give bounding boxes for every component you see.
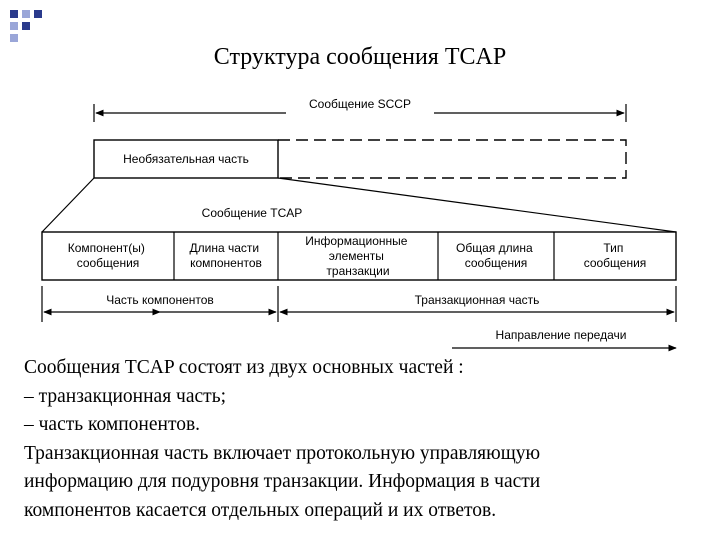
body-line: Транзакционная часть включает протокольную управляющую [24,442,541,464]
cell-total-length: Общая длина сообщения [456,241,533,270]
cell-component-messages: Компонент(ы) сообщения [67,241,145,270]
cell-transaction-info-elements: Информационные элементы транзакции [305,234,408,278]
sccp-label: Сообщение SCCP [309,97,411,111]
body-text [24,354,704,525]
tcap-label: Сообщение TCAP [201,206,303,220]
body-line: – транзакционная часть; [24,385,226,407]
body-line: – часть компонентов. [24,414,201,435]
transaction-part-label: Транзакционная часть [414,293,540,307]
body-line: компонентов касается отдельных операций и их ответов. [24,499,497,521]
slide-title: Структура сообщения TCAP [213,44,507,70]
expansion-line-right [278,178,676,232]
optional-part-label: Необязательная часть [123,152,249,166]
cell-message-type: Тип сообщения [583,241,647,270]
sccp-dashed-outline [278,140,626,178]
expansion-line-left [42,178,94,232]
components-part-label: Часть компонентов [106,293,214,307]
direction-label: Направление передачи [495,328,627,342]
body-line: Сообщения TCAP состоят из двух основных частей : [24,357,464,378]
body-line: информацию для подуровня транзакции. Информация в части [24,471,541,492]
cell-component-length: Длина части компонентов [189,241,262,270]
